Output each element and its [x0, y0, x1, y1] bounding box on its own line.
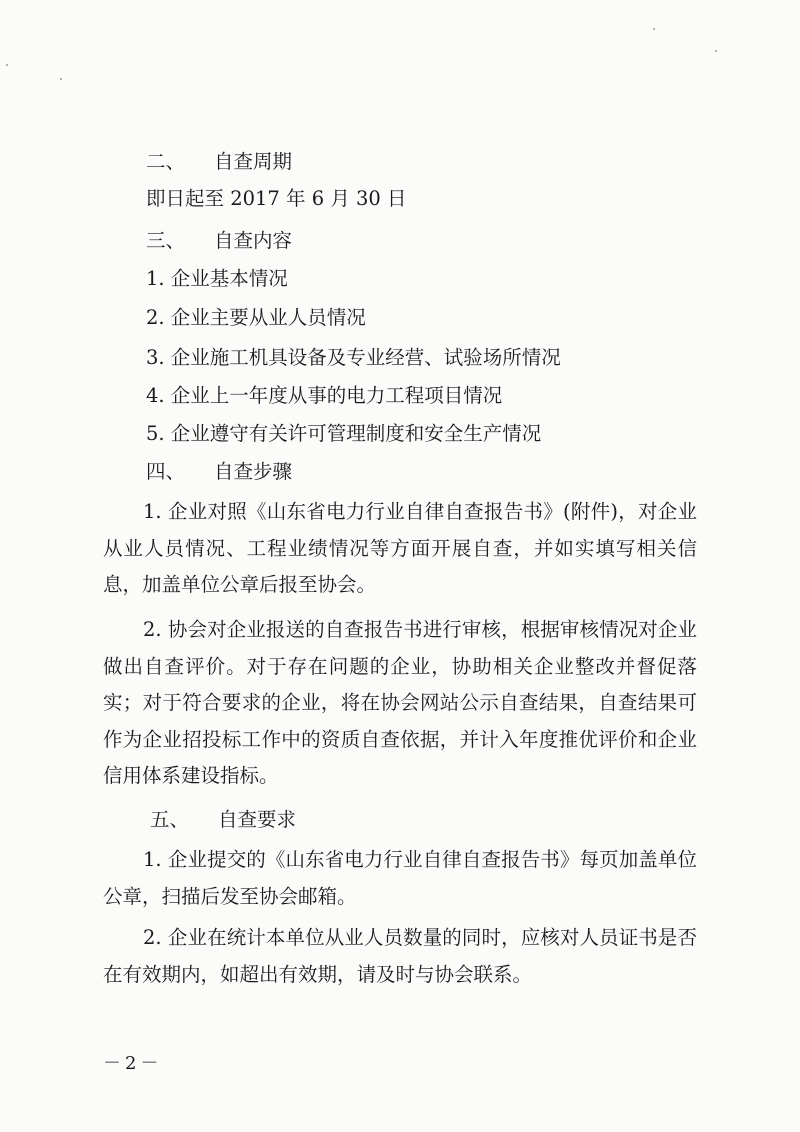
- paragraph: 1. 企业提交的《山东省电力行业自律自查报告书》每页加盖单位公章，扫描后发至协会邮箱。: [103, 848, 697, 908]
- section-title: 自查周期: [214, 150, 293, 173]
- section-title: 自查步骤: [214, 460, 293, 483]
- section-number: 四、: [146, 460, 186, 483]
- section-title: 自查要求: [218, 808, 297, 831]
- scan-speck: [653, 28, 655, 30]
- paragraph: 2. 协会对企业报送的自查报告书进行审核，根据审核情况对企业做出自查评价。对于存在问题的企业，协助相关企业整改并督促落实；对于符合要求的企业，将在协会网站公示自查结果，自查结果可作为企业招投标工作中的资质自查依据，并计入年度推优评价和企业信用体系建设指标。: [103, 618, 697, 787]
- page-number: －2－: [103, 1053, 163, 1074]
- section-title: 自查内容: [214, 229, 293, 252]
- section-number: 三、: [146, 229, 186, 252]
- paragraph: 2. 企业在统计本单位从业人员数量的同时，应核对人员证书是否在有效期内，如超出有效期，请及时与协会联系。: [103, 926, 697, 986]
- list-item: 2. 企业主要从业人员情况: [146, 306, 366, 329]
- list-item: 1. 企业基本情况: [146, 267, 288, 290]
- list-item: 3. 企业施工机具设备及专业经营、试验场所情况: [146, 346, 561, 369]
- scan-speck: [6, 64, 8, 66]
- list-item: 5. 企业遵守有关许可管理制度和安全生产情况: [146, 422, 542, 445]
- period-text: 即日起至 2017 年 6 月 30 日: [146, 187, 407, 210]
- section-number: 五、: [150, 808, 190, 831]
- scan-speck: [60, 78, 62, 80]
- scan-speck: [715, 50, 717, 52]
- section-number: 二、: [146, 150, 186, 173]
- paragraph: 1. 企业对照《山东省电力行业自律自查报告书》(附件)，对企业从业人员情况、工程业绩情况等方面开展自查，并如实填写相关信息，加盖单位公章后报至协会。: [103, 500, 697, 596]
- list-item: 4. 企业上一年度从事的电力工程项目情况: [146, 384, 503, 407]
